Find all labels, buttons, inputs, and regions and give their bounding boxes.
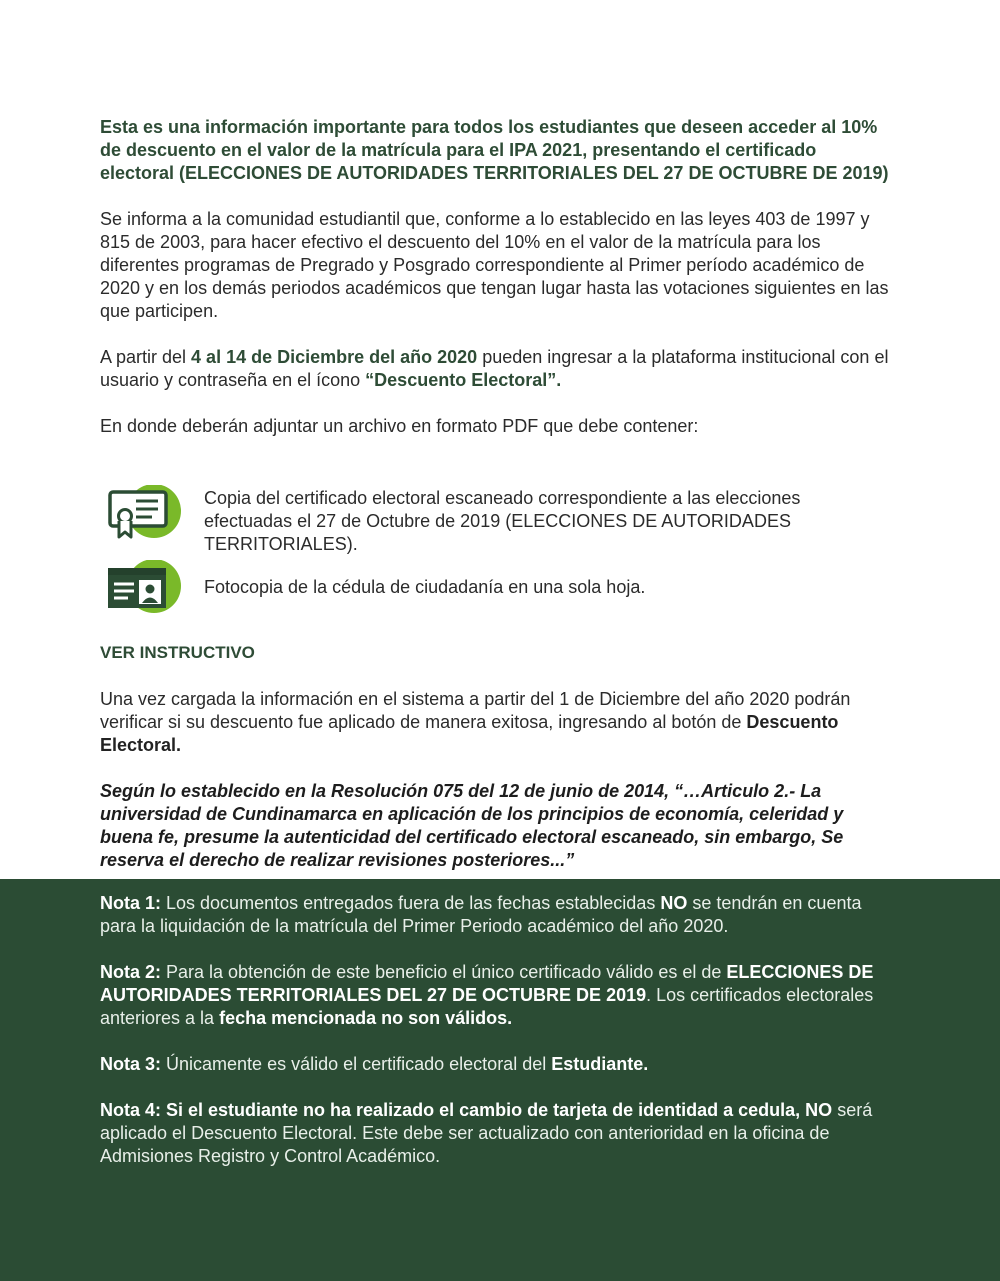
note-3 — [100, 1053, 900, 1076]
resolution-quote: Según lo establecido en la Resolución 075 del 12 de junio de 2014, “…Articulo 2.- La universidad de Cundinamarca en aplicación de los principios de economía, celeridad y buena fe, presume la autenticidad del certificado electoral escaneado, sin embargo, Se reserva el derecho de realizar revisiones posteriores...” — [100, 781, 844, 870]
note-3-label: Nota 3: — [100, 1054, 162, 1074]
content — [100, 116, 890, 438]
note-1-label: Nota 1: — [100, 893, 162, 913]
intro-text: Esta es una información importante para todos los estudiantes que deseen acceder al 10% de descuento en el valor de la matrícula para el IPA 2021, presentando el certificado electoral (ELECCIONES DE AUTORIDADES TERRITORIALES DEL 27 DE OCTUBRE DE 2019) — [100, 117, 889, 183]
note-1-text-a: Los documentos entregados fuera de las fechas establecidas — [161, 893, 661, 913]
descuento-electoral-button-name: Descuento Electoral. — [100, 712, 839, 755]
note-2-text-a: Para la obtención de este beneficio el único certificado válido es el de — [161, 962, 727, 982]
content-lower — [100, 641, 890, 872]
paragraph-dates — [100, 346, 890, 392]
note-4-bold: Nota 4: Si el estudiante no ha realizado el cambio de tarjeta de identidad a cedula, NO — [100, 1100, 833, 1120]
id-card-icon — [106, 560, 182, 616]
note-2 — [100, 961, 900, 1030]
paragraph-pdf: En donde deberán adjuntar un archivo en formato PDF que debe contener: — [100, 416, 699, 436]
paragraph-laws: Se informa a la comunidad estudiantil que, conforme a lo establecido en las leyes 403 de 1997 y 815 de 2003, para hacer efectivo el descuento del 10% en el valor de la matrícula para los diferentes programas de Pregrado y Posgrado correspondiente al Primer período académico de 2020 y en los demás periodos académicos que tengan lugar hasta las votaciones siguientes en las que participen. — [100, 209, 889, 321]
note-2-bold: ELECCIONES DE AUTORIDADES TERRITORIALES DEL 27 DE OCTUBRE DE 2019 — [100, 962, 874, 1005]
descuento-electoral-icon-name: “Descuento Electoral”. — [365, 370, 562, 390]
note-3-text-a: Únicamente es válido el certificado electoral del — [161, 1054, 552, 1074]
requirement-certificate-text: Copia del certificado electoral escaneado correspondiente a las elecciones efectuadas el 27 de Octubre de 2019 (ELECCIONES DE AUTORIDADES TERRITORIALES). — [204, 488, 801, 554]
note-4-text: será aplicado el Descuento Electoral. Este debe ser actualizado con anterioridad en la oficina de Admisiones Registro y Control Académico. — [100, 1100, 873, 1166]
requirement-certificate — [106, 485, 804, 556]
note-1 — [100, 892, 900, 938]
note-1-text-c: se tendrán en cuenta para la liquidación de la matrícula del Primer Periodo académico del año 2020. — [100, 893, 862, 936]
note-2-bold-d: fecha mencionada no son válidos. — [219, 1008, 513, 1028]
note-2-text-c: . Los certificados electorales anteriores a la — [100, 985, 874, 1028]
notes-container — [100, 892, 900, 1168]
dates-prefix: A partir del — [100, 347, 192, 367]
note-3-bold: Estudiante. — [551, 1054, 649, 1074]
ver-instructivo-link[interactable]: VER INSTRUCTIVO — [100, 643, 255, 662]
notes-footer — [0, 879, 1000, 1281]
dates-range: 4 al 14 de Diciembre del año 2020 — [191, 347, 478, 367]
note-2-label: Nota 2: — [100, 962, 162, 982]
verify-text: Una vez cargada la información en el sistema a partir del 1 de Diciembre del año 2020 podrán verificar si su descuento fue aplicado de manera exitosa, ingresando al botón de — [100, 689, 851, 732]
note-1-bold: NO — [660, 893, 688, 913]
certificate-icon — [106, 485, 182, 541]
requirement-id-card-text: Fotocopia de la cédula de ciudadanía en una sola hoja. — [204, 577, 646, 597]
note-4 — [100, 1099, 900, 1168]
paragraph-verify — [100, 688, 890, 757]
dates-middle: pueden ingresar a la plataforma institucional con el usuario y contraseña en el ícono — [100, 347, 889, 390]
requirement-id-card — [106, 560, 804, 616]
